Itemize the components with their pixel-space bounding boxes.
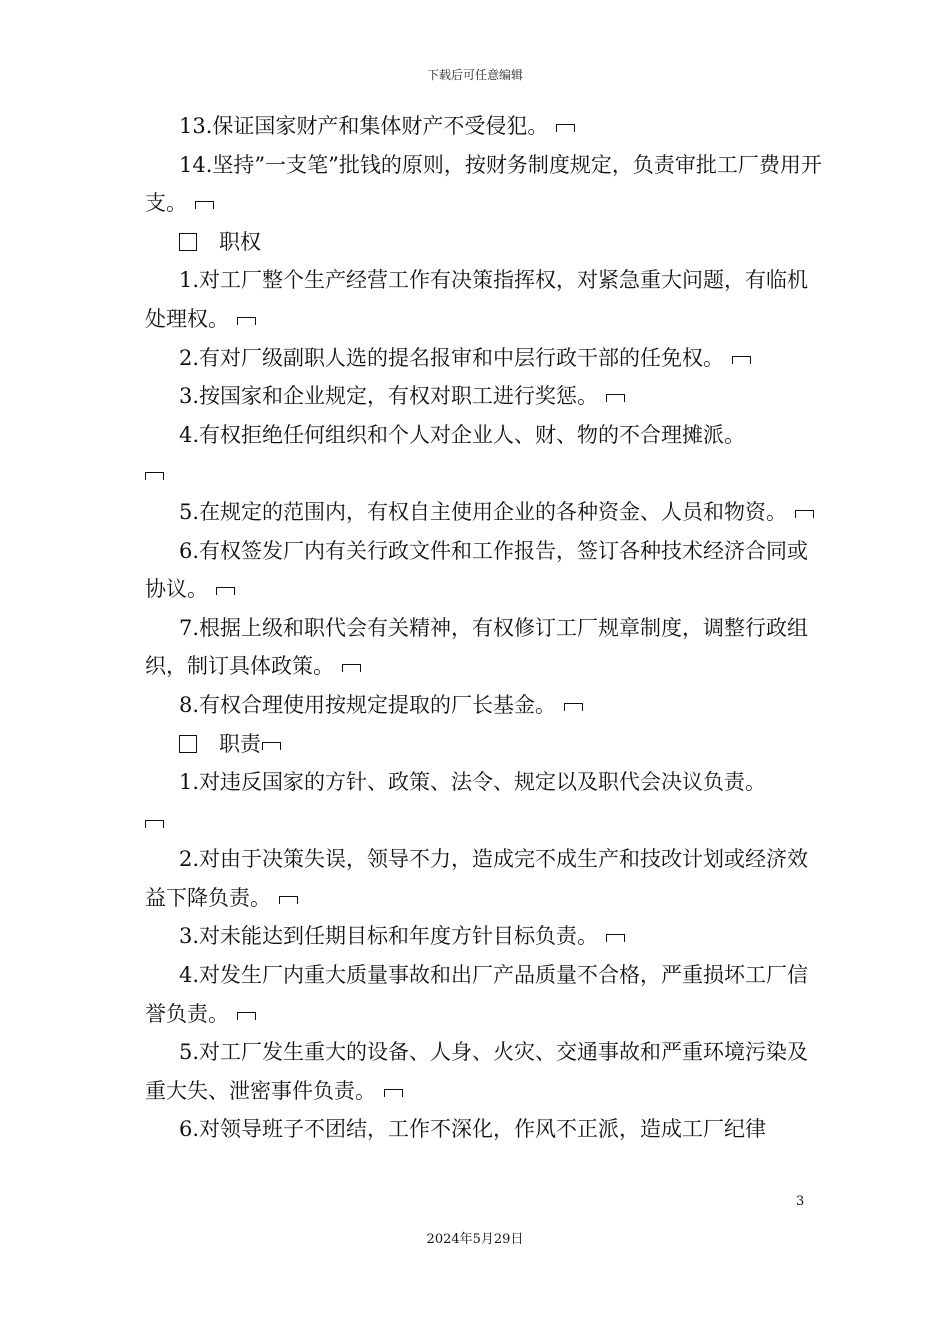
paragraph-end-mark — [237, 317, 256, 325]
paragraph: 2.对由于决策失误，领导不力，造成完不成生产和技改计划或经济效益下降负责。 — [145, 847, 809, 910]
paragraph-end-mark — [279, 896, 298, 904]
paragraph: 5.在规定的范围内，有权自主使用企业的各种资金、人员和物资。 — [145, 493, 825, 532]
section-heading: 职权 — [145, 223, 825, 262]
paragraph-end-mark — [732, 356, 751, 364]
paragraph-end-mark — [342, 664, 361, 672]
paragraph: 2.有对厂级副职人选的提名报审和中层行政干部的任免权。 — [145, 339, 825, 378]
paragraph: 3.对未能达到任期目标和年度方针目标负责。 — [145, 917, 825, 956]
document-body — [145, 107, 825, 1149]
page-number: 3 — [796, 1194, 805, 1209]
mark-line — [145, 802, 825, 841]
paragraph-end-mark — [606, 394, 625, 402]
checkbox-icon — [179, 735, 197, 753]
paragraph-end-mark — [606, 934, 625, 942]
paragraph: 4.有权拒绝任何组织和个人对企业人、财、物的不合理摊派。 — [179, 422, 746, 447]
paragraph: 5.对工厂发生重大的设备、人身、火灾、交通事故和严重环境污染及重大失、泄密事件负责。 — [145, 1040, 809, 1103]
paragraph-end-mark — [262, 742, 281, 750]
paragraph: 13.保证国家财产和集体财产不受侵犯。 — [145, 107, 825, 146]
paragraph-end-mark — [145, 820, 164, 828]
paragraph: 7.根据上级和职代会有关精神，有权修订工厂规章制度，调整行政组织，制订具体政策。 — [145, 615, 809, 679]
paragraph: 8.有权合理使用按规定提取的厂长基金。 — [145, 686, 825, 725]
checkbox-icon — [179, 233, 197, 251]
paragraph: 3.按国家和企业规定，有权对职工进行奖惩。 — [145, 377, 825, 416]
paragraph-end-mark — [384, 1089, 403, 1097]
page-header: 下载后可任意编辑 — [426, 68, 523, 82]
paragraph: 1.对违反国家的方针、政策、法令、规定以及职代会决议负责。 — [179, 770, 767, 795]
section-heading: 职责 — [145, 725, 825, 764]
paragraph-end-mark — [237, 1012, 256, 1020]
footer-date: 2024年5月29日 — [426, 1232, 524, 1247]
paragraph: 6.有权签发厂内有关行政文件和工作报告，签订各种技术经济合同或协议。 — [145, 538, 809, 602]
paragraph: 14.坚持”一支笔”批钱的原则，按财务制度规定，负责审批工厂费用开支。 — [145, 152, 822, 216]
paragraph-end-mark — [145, 472, 164, 480]
paragraph-end-mark — [556, 124, 575, 132]
mark-line — [145, 454, 825, 493]
paragraph-end-mark — [216, 587, 235, 595]
paragraph-end-mark — [795, 510, 814, 518]
paragraph: 1.对工厂整个生产经营工作有决策指挥权，对紧急重大问题，有临机处理权。 — [145, 268, 809, 331]
paragraph: 6.对领导班子不团结，工作不深化，作风不正派，造成工厂纪律 — [179, 1117, 767, 1142]
paragraph-end-mark — [564, 703, 583, 711]
paragraph-end-mark — [195, 201, 214, 209]
paragraph: 4.对发生厂内重大质量事故和出厂产品质量不合格，严重损坏工厂信誉负责。 — [145, 963, 809, 1026]
